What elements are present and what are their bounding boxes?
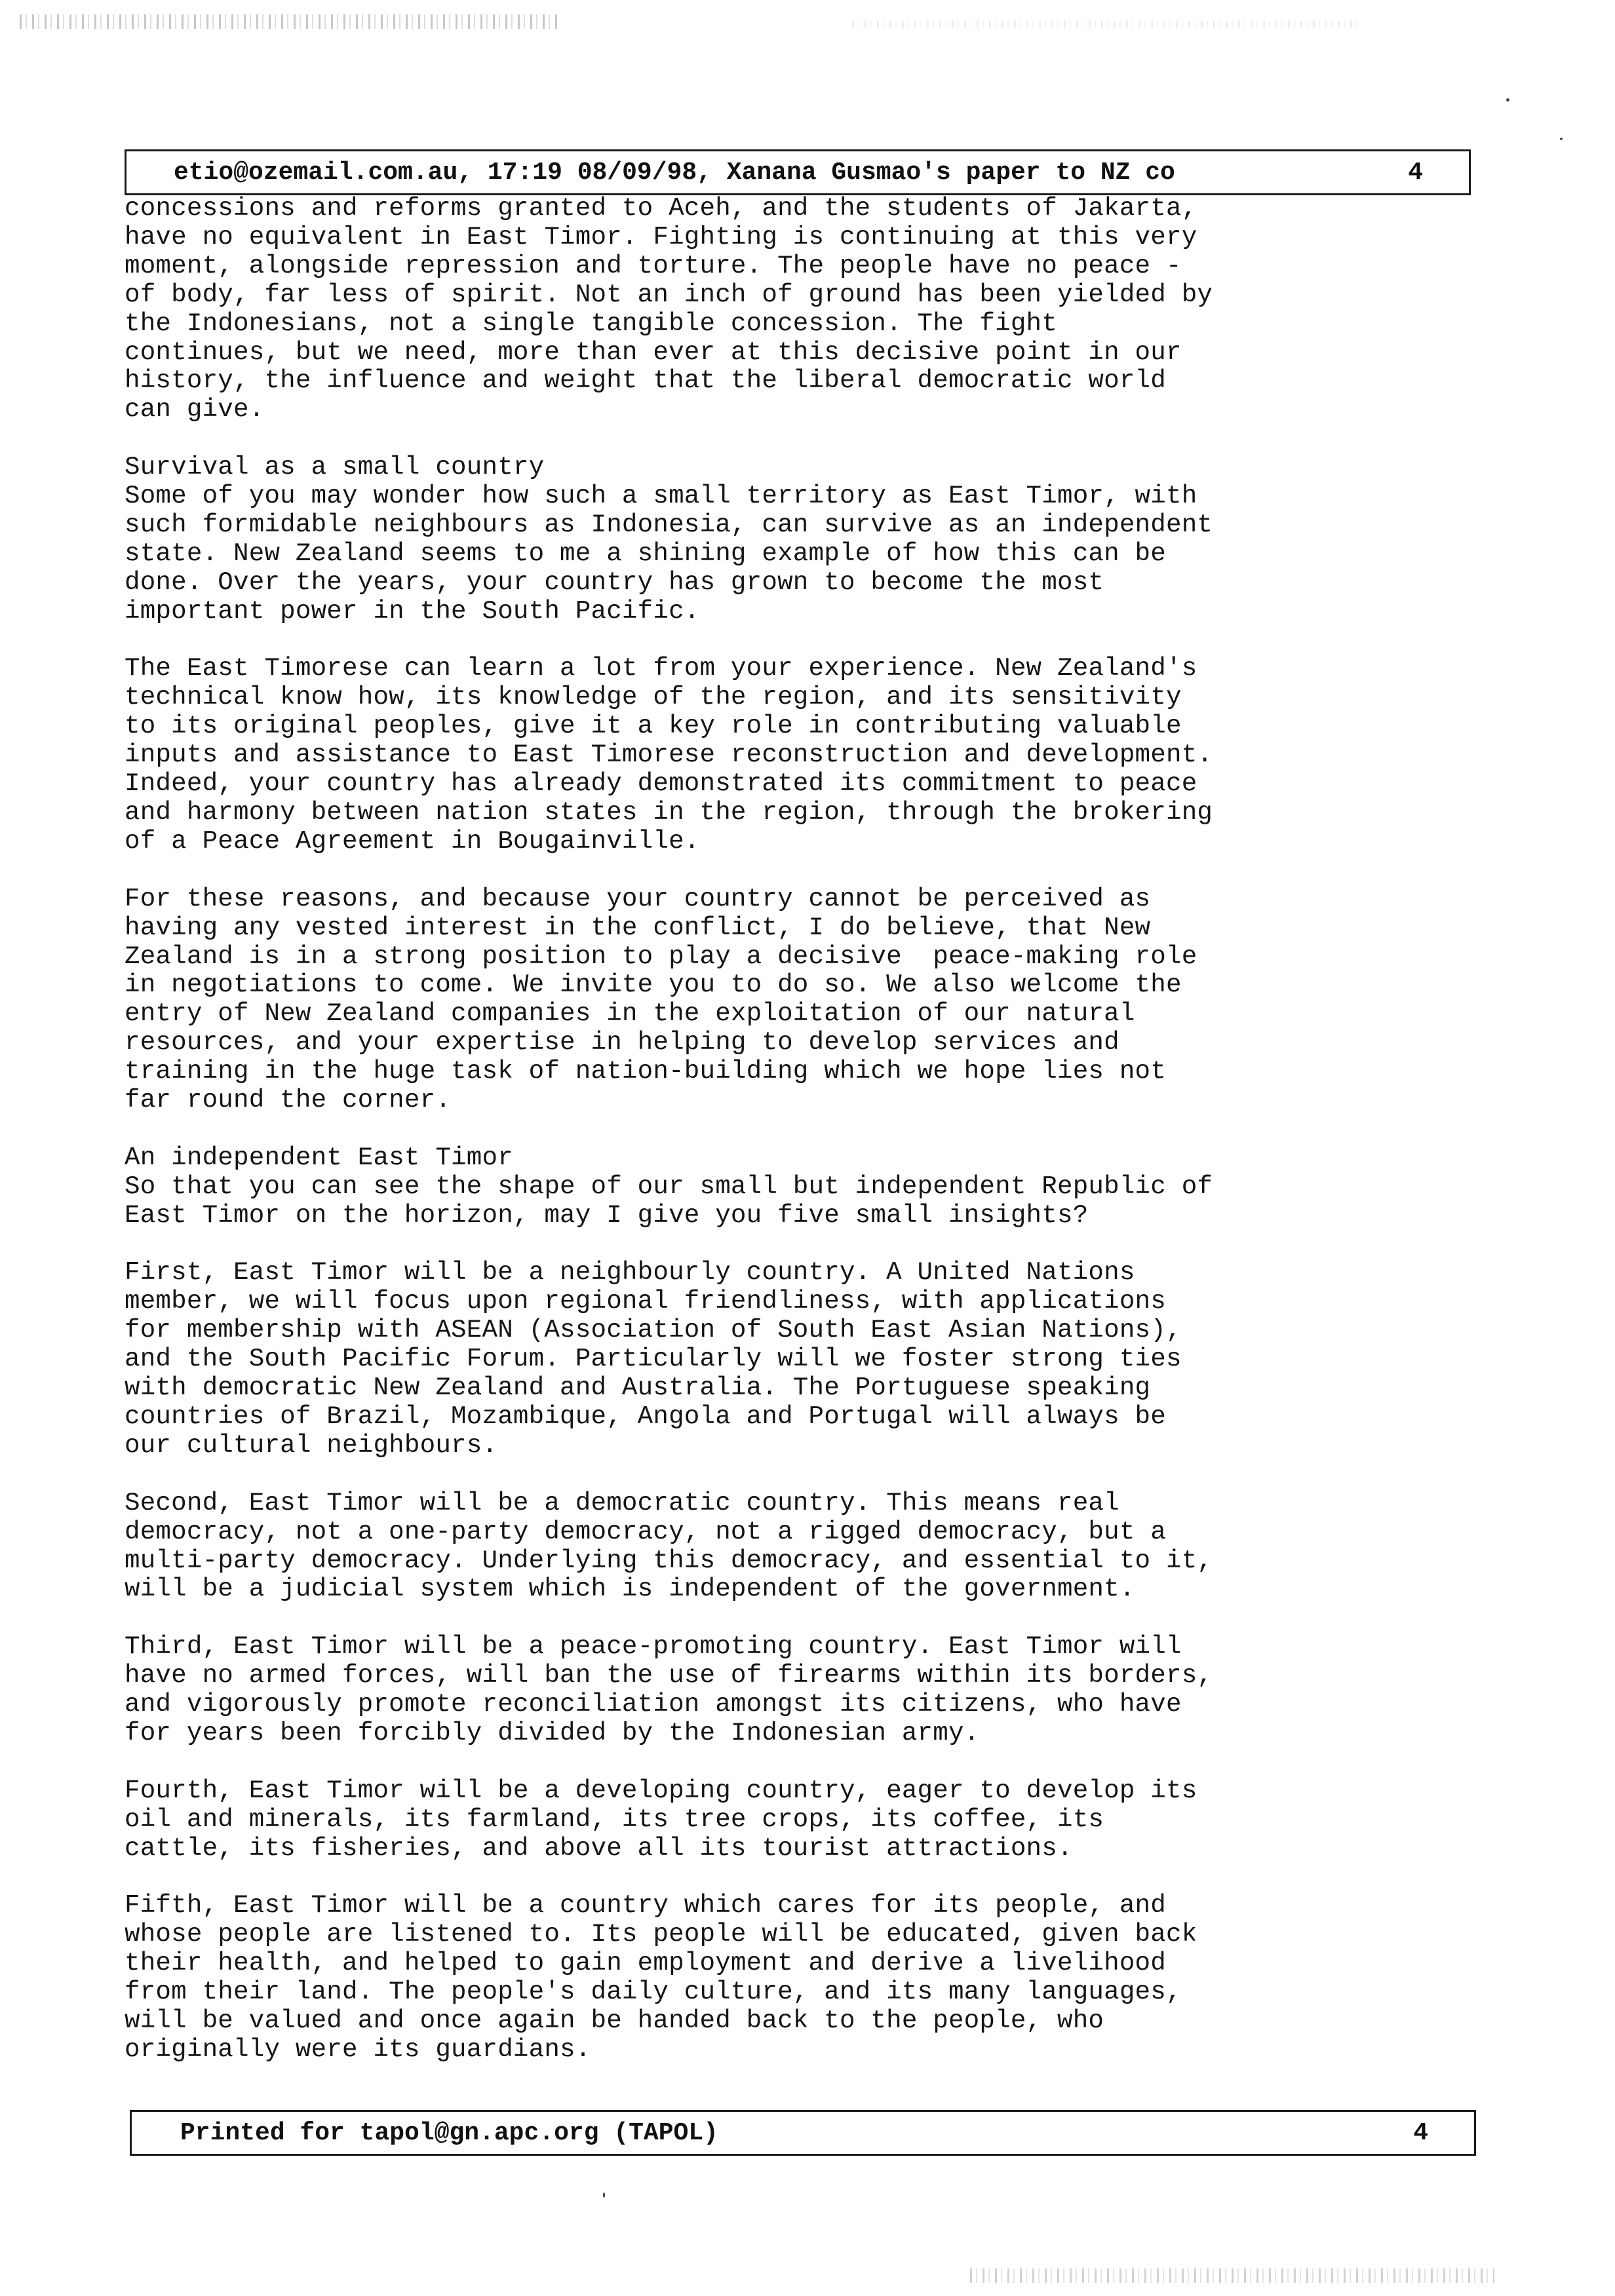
text-line: moment, alongside repression and torture. The people have no peace - [125, 250, 1182, 280]
text-line: important power in the South Pacific. [125, 596, 700, 626]
scan-noise-top-right [852, 21, 1363, 28]
text-line: having any vested interest in the conflict, I do believe, that New [125, 912, 1151, 942]
text-line: technical know how, its knowledge of the region, and its sensitivity [125, 682, 1182, 712]
section-heading: Survival as a small country [125, 452, 545, 482]
footer-printed-for: Printed for tapol@gn.apc.org (TAPOL) [180, 2119, 718, 2147]
text-line: Indeed, your country has already demonstrated its commitment to peace [125, 769, 1197, 799]
text-line: East Timor on the horizon, may I give you five small insights? [125, 1200, 1089, 1230]
header-page-number: 4 [1408, 159, 1423, 187]
paragraph [125, 654, 1468, 855]
text-line: the Indonesians, not a single tangible concession. The fight [125, 308, 1057, 338]
text-line: and vigorously promote reconciliation amongst its citizens, who have [125, 1689, 1182, 1719]
text-line: So that you can see the shape of our small but independent Republic of [125, 1171, 1213, 1201]
text-line: Fifth, East Timor will be a country which cares for its people, and [125, 1890, 1166, 1921]
text-line: will be a judicial system which is independent of the government. [125, 1574, 1135, 1604]
paragraph [125, 1776, 1468, 1863]
text-line: democracy, not a one-party democracy, not a rigged democracy, but a [125, 1516, 1166, 1546]
text-line: for years been forcibly divided by the Indonesian army. [125, 1717, 980, 1748]
paragraph [125, 1143, 1468, 1230]
text-line: The East Timorese can learn a lot from your experience. New Zealand's [125, 653, 1197, 683]
header-title: etio@ozemail.com.au, 17:19 08/09/98, Xanana Gusmao's paper to NZ co [174, 159, 1175, 187]
text-line: multi-party democracy. Underlying this democracy, and essential to it, [125, 1545, 1213, 1575]
text-line: done. Over the years, your country has grown to become the most [125, 567, 1104, 597]
text-line: inputs and assistance to East Timorese reconstruction and development. [125, 740, 1213, 770]
text-line: continues, but we need, more than ever at this decisive point in our [125, 337, 1182, 367]
text-line: state. New Zealand seems to me a shining example of how this can be [125, 538, 1166, 568]
text-line: their health, and helped to gain employment and derive a livelihood [125, 1948, 1166, 1978]
text-line: originally were its guardians. [125, 2034, 591, 2064]
text-line: our cultural neighbours. [125, 1430, 498, 1460]
text-line: for membership with ASEAN (Association of South East Asian Nations), [125, 1315, 1182, 1345]
paragraph [125, 1891, 1468, 2063]
text-line: oil and minerals, its farmland, its tree crops, its coffee, its [125, 1804, 1104, 1834]
text-line: First, East Timor will be a neighbourly country. A United Nations [125, 1257, 1135, 1288]
text-line: have no equivalent in East Timor. Fighting is continuing at this very [125, 221, 1197, 252]
paragraph [125, 453, 1468, 625]
text-line: cattle, its fisheries, and above all its tourist attractions. [125, 1833, 1073, 1863]
text-line: have no armed forces, will ban the use of firearms within its borders, [125, 1660, 1213, 1691]
text-line: such formidable neighbours as Indonesia, can survive as an independent [125, 509, 1213, 539]
text-line: can give. [125, 394, 265, 425]
text-line: Zealand is in a strong position to play a decisive peace-making role [125, 941, 1197, 971]
text-line: of a Peace Agreement in Bougainville. [125, 826, 700, 856]
page-header [125, 149, 1471, 195]
text-line: Third, East Timor will be a peace-promoting country. East Timor will [125, 1632, 1182, 1662]
footer-page-number: 4 [1413, 2119, 1428, 2147]
text-line: far round the corner. [125, 1085, 452, 1115]
scan-noise-top [20, 14, 557, 29]
document-body [125, 194, 1468, 2064]
scan-speck [603, 2192, 605, 2198]
paragraph [125, 885, 1468, 1115]
text-line: and the South Pacific Forum. Particularly will we foster strong ties [125, 1344, 1182, 1374]
text-line: whose people are listened to. Its people will be educated, given back [125, 1919, 1197, 1949]
scan-noise-bottom [970, 2268, 1494, 2283]
paragraph [125, 1258, 1468, 1459]
paragraph [125, 1632, 1468, 1748]
text-line: Some of you may wonder how such a small territory as East Timor, with [125, 481, 1197, 511]
text-line: of body, far less of spirit. Not an inch of ground has been yielded by [125, 279, 1213, 309]
paragraph [125, 1489, 1468, 1604]
text-line: history, the influence and weight that the liberal democratic world [125, 366, 1166, 396]
text-line: will be valued and once again be handed back to the people, who [125, 2005, 1104, 2035]
text-line: member, we will focus upon regional friendliness, with applications [125, 1286, 1166, 1316]
text-line: For these reasons, and because your country cannot be perceived as [125, 883, 1151, 913]
text-line: from their land. The people's daily culture, and its many languages, [125, 1977, 1182, 2007]
page-footer [130, 2110, 1476, 2156]
text-line: training in the huge task of nation-building which we hope lies not [125, 1056, 1166, 1086]
text-line: to its original peoples, give it a key role in contributing valuable [125, 711, 1182, 741]
text-line: entry of New Zealand companies in the exploitation of our natural [125, 999, 1135, 1029]
scan-speck [1560, 138, 1563, 140]
paragraph [125, 194, 1468, 424]
text-line: in negotiations to come. We invite you to do so. We also welcome the [125, 970, 1182, 1000]
text-line: Second, East Timor will be a democratic country. This means real [125, 1487, 1119, 1518]
text-line: Fourth, East Timor will be a developing country, eager to develop its [125, 1775, 1197, 1805]
text-line: with democratic New Zealand and Australia. The Portuguese speaking [125, 1373, 1151, 1403]
scan-speck [1506, 98, 1509, 102]
text-line: resources, and your expertise in helping to develop services and [125, 1027, 1119, 1058]
text-line: countries of Brazil, Mozambique, Angola and Portugal will always be [125, 1401, 1166, 1431]
section-heading: An independent East Timor [125, 1142, 513, 1172]
text-line: concessions and reforms granted to Aceh, and the students of Jakarta, [125, 193, 1197, 223]
text-line: and harmony between nation states in the region, through the brokering [125, 797, 1213, 827]
